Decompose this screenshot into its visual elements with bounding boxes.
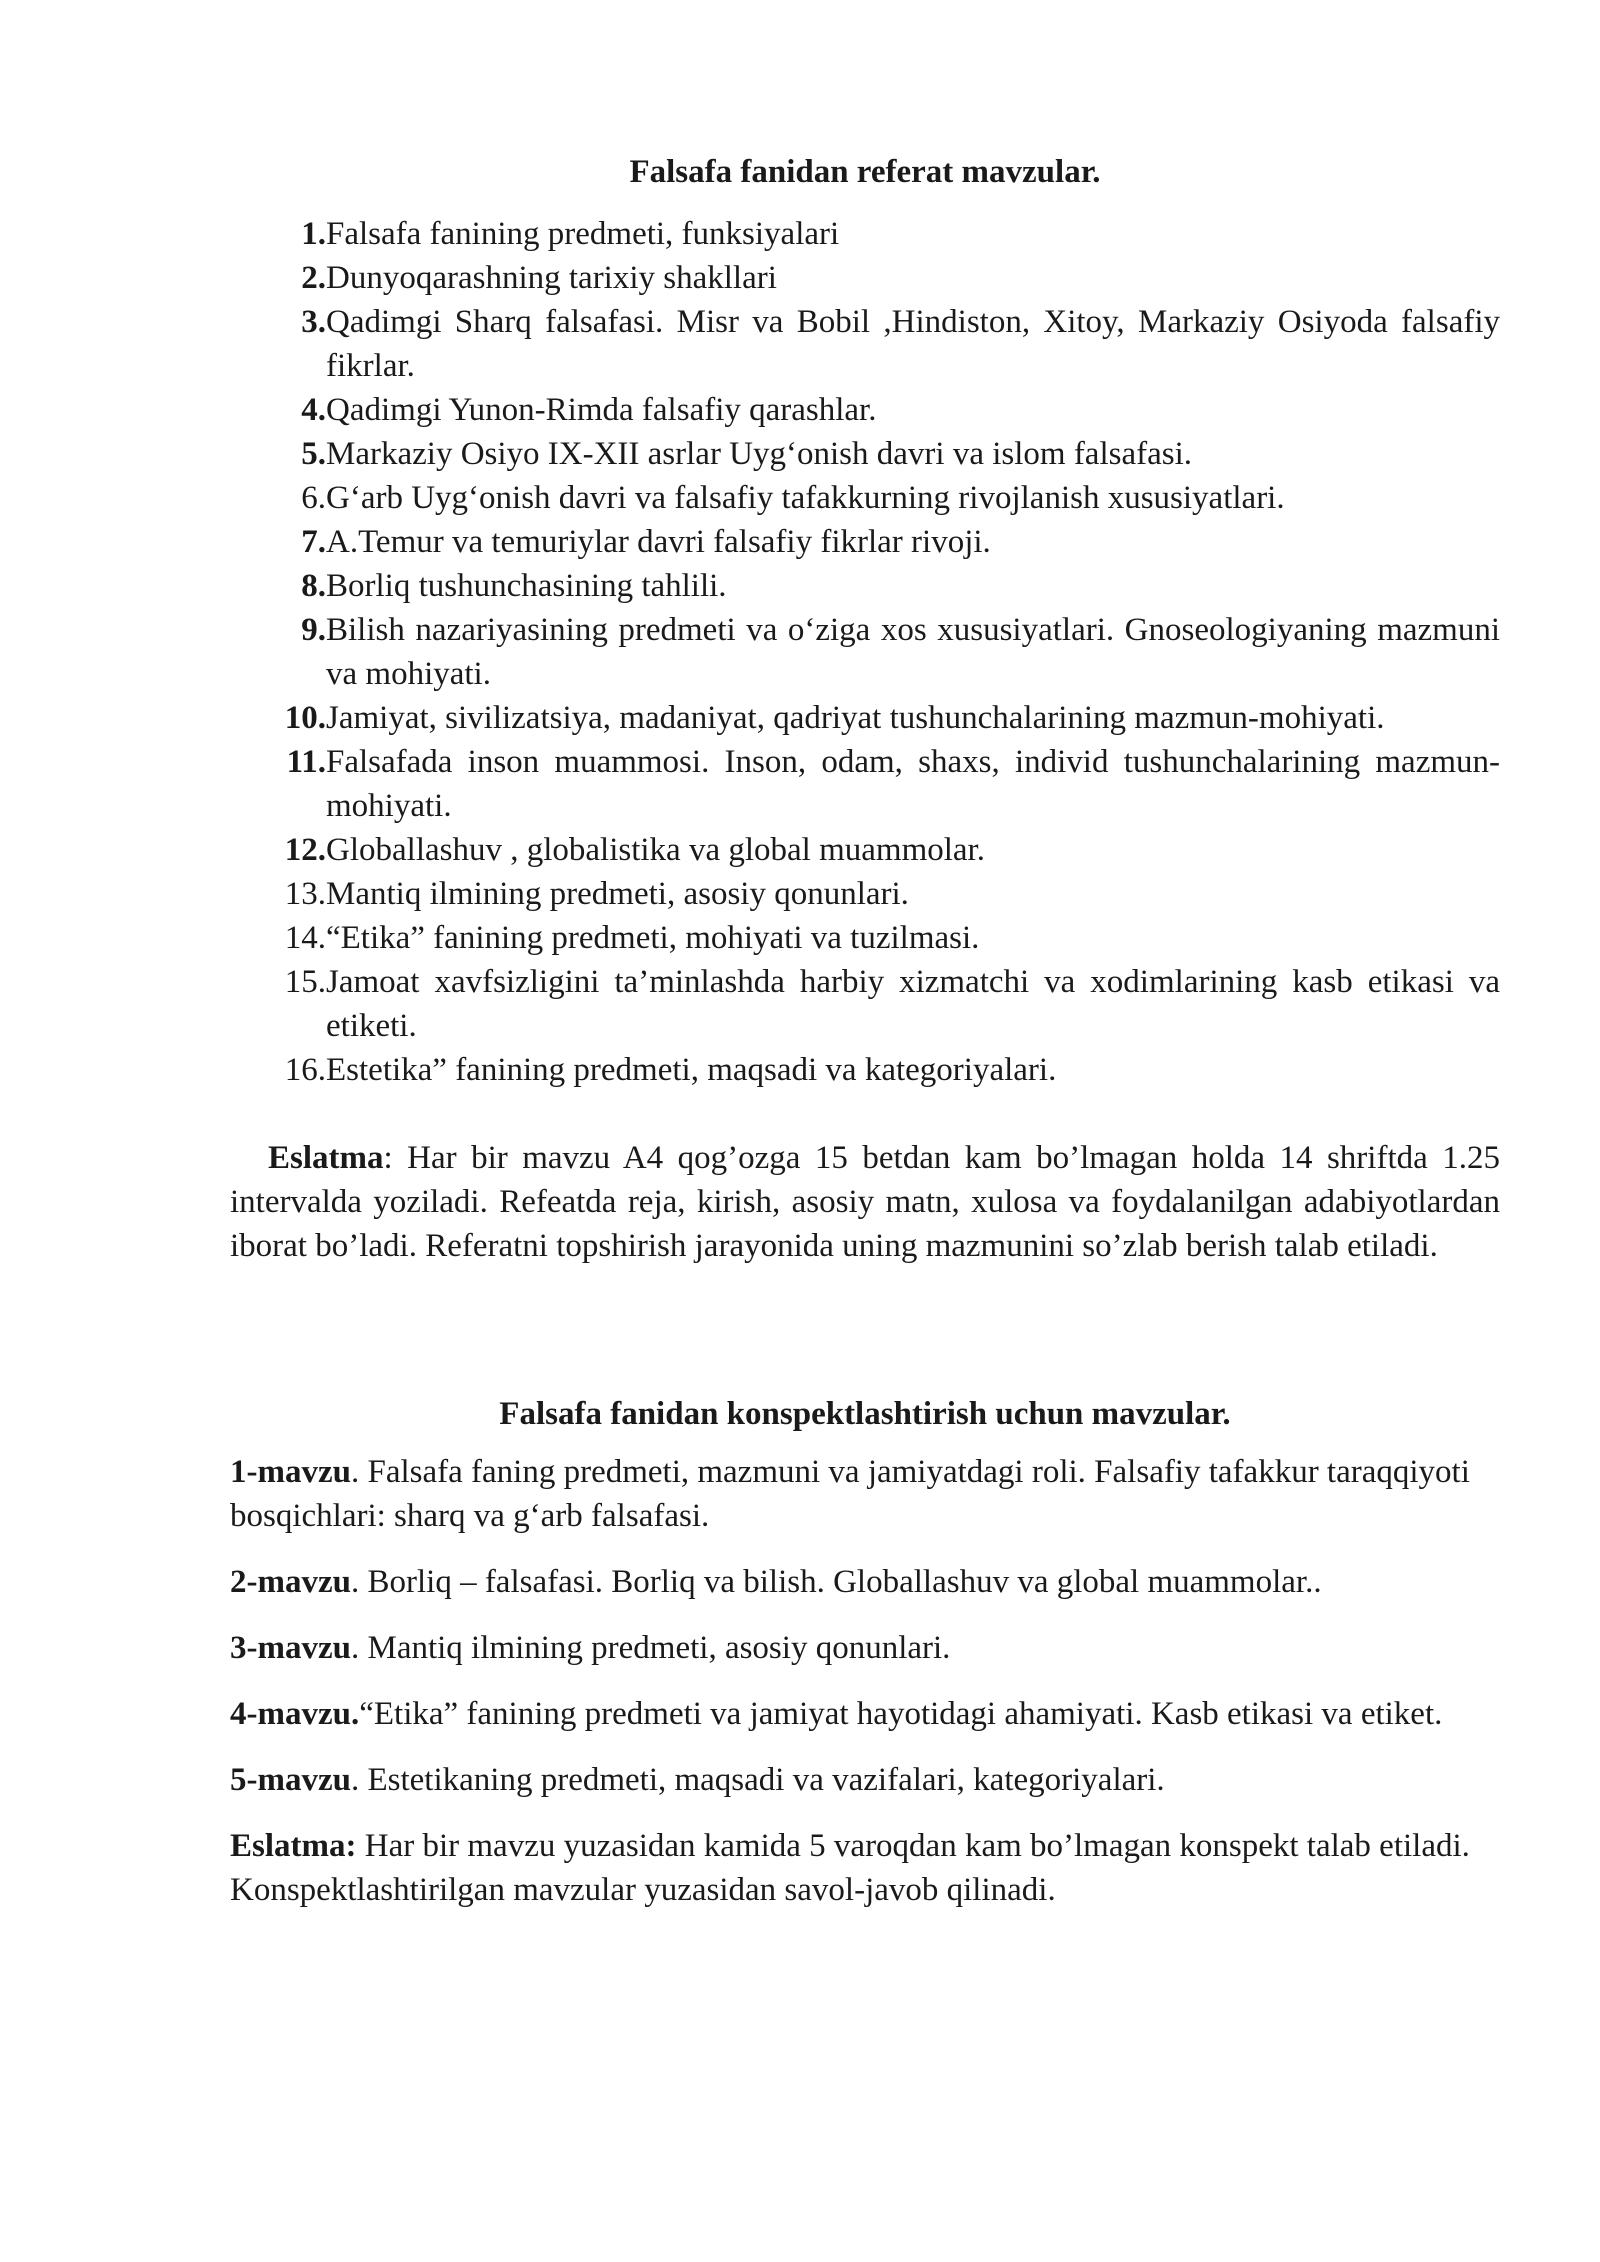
list-item bbox=[278, 212, 1500, 256]
item-text: Jamiyat, sivilizatsiya, madaniyat, qadriyat tushunchalarining mazmun-mohiyati. bbox=[326, 700, 1385, 736]
item-number: 13. bbox=[284, 876, 326, 912]
referat-topic-list bbox=[230, 212, 1500, 1092]
item-number: 6. bbox=[301, 480, 326, 516]
mavzu-paragraph bbox=[230, 1560, 1500, 1604]
item-text: Markaziy Osiyo IX-XII asrlar Uyg‘onish davri va islom falsafasi. bbox=[326, 436, 1193, 472]
referat-note bbox=[230, 1136, 1500, 1268]
item-number: 9. bbox=[301, 612, 326, 648]
mavzu-paragraph bbox=[230, 1758, 1500, 1802]
item-number: 2. bbox=[301, 260, 326, 296]
list-item bbox=[278, 872, 1500, 916]
item-number: 12. bbox=[284, 832, 326, 868]
item-number: 5. bbox=[301, 436, 326, 472]
item-text: G‘arb Uyg‘onish davri va falsafiy tafakkurning rivojlanish xususiyatlari. bbox=[326, 480, 1285, 516]
mavzu-text: . Borliq – falsafasi. Borliq va bilish. Globallashuv va global muammolar.. bbox=[350, 1564, 1322, 1600]
list-item bbox=[278, 696, 1500, 740]
list-item bbox=[278, 828, 1500, 872]
list-item bbox=[278, 564, 1500, 608]
item-text: Globallashuv , globalistika va global muammolar. bbox=[326, 832, 985, 868]
note-label: Eslatma: bbox=[230, 1828, 357, 1864]
item-number: 8. bbox=[301, 568, 326, 604]
note-text: Har bir mavzu yuzasidan kamida 5 varoqdan kam bo’lmagan konspekt talab etiladi. Konspektlashtirilgan mavzular yuzasidan savol-javob qilinadi. bbox=[230, 1828, 1470, 1908]
mavzu-label: 4-mavzu. bbox=[230, 1696, 360, 1732]
item-text: A.Temur va temuriylar davri falsafiy fikrlar rivoji. bbox=[326, 524, 991, 560]
mavzu-label: 3-mavzu bbox=[230, 1630, 351, 1666]
mavzu-label: 1-mavzu bbox=[230, 1454, 351, 1490]
item-text: Jamoat xavfsizligini ta’minlashda harbiy xizmatchi va xodimlarining kasb etikasi va etiketi. bbox=[326, 964, 1500, 1044]
mavzu-label: 2-mavzu bbox=[230, 1564, 351, 1600]
item-text: Borliq tushunchasining tahlili. bbox=[326, 568, 727, 604]
list-item bbox=[278, 388, 1500, 432]
list-item bbox=[278, 432, 1500, 476]
item-text: Bilish nazariyasining predmeti va o‘ziga xos xususiyatlari. Gnoseologiyaning mazmuni va mohiyati. bbox=[326, 612, 1500, 692]
note-text: : Har bir mavzu A4 qog’ozga 15 betdan kam bo’lmagan holda 14 shriftda 1.25 intervalda yoziladi. Refeatda reja, kirish, asosiy matn, xulosa va foydalanilgan adabiyotlardan iborat bo’ladi. Referatni topshirish jarayonida uning mazmunini so’zlab berish talab etiladi. bbox=[230, 1140, 1500, 1264]
list-item bbox=[278, 1048, 1500, 1092]
mavzu-paragraph bbox=[230, 1450, 1500, 1538]
mavzu-text: . Falsafa faning predmeti, mazmuni va jamiyatdagi roli. Falsafiy tafakkur taraqqiyoti bosqichlari: sharq va g‘arb falsafasi. bbox=[230, 1454, 1470, 1534]
item-text: Dunyoqarashning tarixiy shakllari bbox=[326, 260, 777, 296]
item-number: 14. bbox=[284, 920, 326, 956]
mavzu-paragraph bbox=[230, 1692, 1500, 1736]
item-text: Qadimgi Yunon-Rimda falsafiy qarashlar. bbox=[326, 392, 877, 428]
mavzu-text: . Mantiq ilmining predmeti, asosiy qonunlari. bbox=[350, 1630, 951, 1666]
item-number: 11. bbox=[286, 744, 326, 780]
item-number: 10. bbox=[284, 700, 326, 736]
list-item bbox=[278, 476, 1500, 520]
note-label: Eslatma bbox=[268, 1140, 384, 1176]
item-number: 1. bbox=[301, 216, 326, 252]
mavzu-label: 5-mavzu bbox=[230, 1762, 351, 1798]
item-number: 3. bbox=[301, 304, 326, 340]
list-item bbox=[278, 608, 1500, 696]
mavzu-text: “Etika” fanining predmeti va jamiyat hayotidagi ahamiyati. Kasb etikasi va etiket. bbox=[359, 1696, 1443, 1732]
konspekt-note bbox=[230, 1824, 1500, 1912]
list-item bbox=[278, 256, 1500, 300]
item-number: 16. bbox=[284, 1052, 326, 1088]
item-number: 7. bbox=[301, 524, 326, 560]
list-item bbox=[278, 520, 1500, 564]
list-item bbox=[278, 300, 1500, 388]
list-item bbox=[278, 916, 1500, 960]
mavzu-text: . Estetikaning predmeti, maqsadi va vazifalari, kategoriyalari. bbox=[350, 1762, 1165, 1798]
item-number: 15. bbox=[284, 964, 326, 1000]
item-text: Qadimgi Sharq falsafasi. Misr va Bobil ,Hindiston, Xitoy, Markaziy Osiyoda falsafiy fikrlar. bbox=[326, 304, 1500, 384]
item-text: Estetika” fanining predmeti, maqsadi va kategoriyalari. bbox=[326, 1052, 1057, 1088]
list-item bbox=[278, 960, 1500, 1048]
referat-title: Falsafa fanidan referat mavzular. bbox=[629, 154, 1101, 190]
item-number: 4. bbox=[301, 392, 326, 428]
item-text: Falsafa fanining predmeti, funksiyalari bbox=[326, 216, 840, 252]
item-text: “Etika” fanining predmeti, mohiyati va tuzilmasi. bbox=[326, 920, 980, 956]
item-text: Falsafada inson muammosi. Inson, odam, shaxs, individ tushunchalarining mazmun-mohiyati. bbox=[326, 744, 1500, 824]
item-text: Mantiq ilmining predmeti, asosiy qonunlari. bbox=[326, 876, 909, 912]
mavzu-paragraph bbox=[230, 1626, 1500, 1670]
konspekt-title: Falsafa fanidan konspektlashtirish uchun mavzular. bbox=[499, 1396, 1231, 1432]
list-item bbox=[278, 740, 1500, 828]
